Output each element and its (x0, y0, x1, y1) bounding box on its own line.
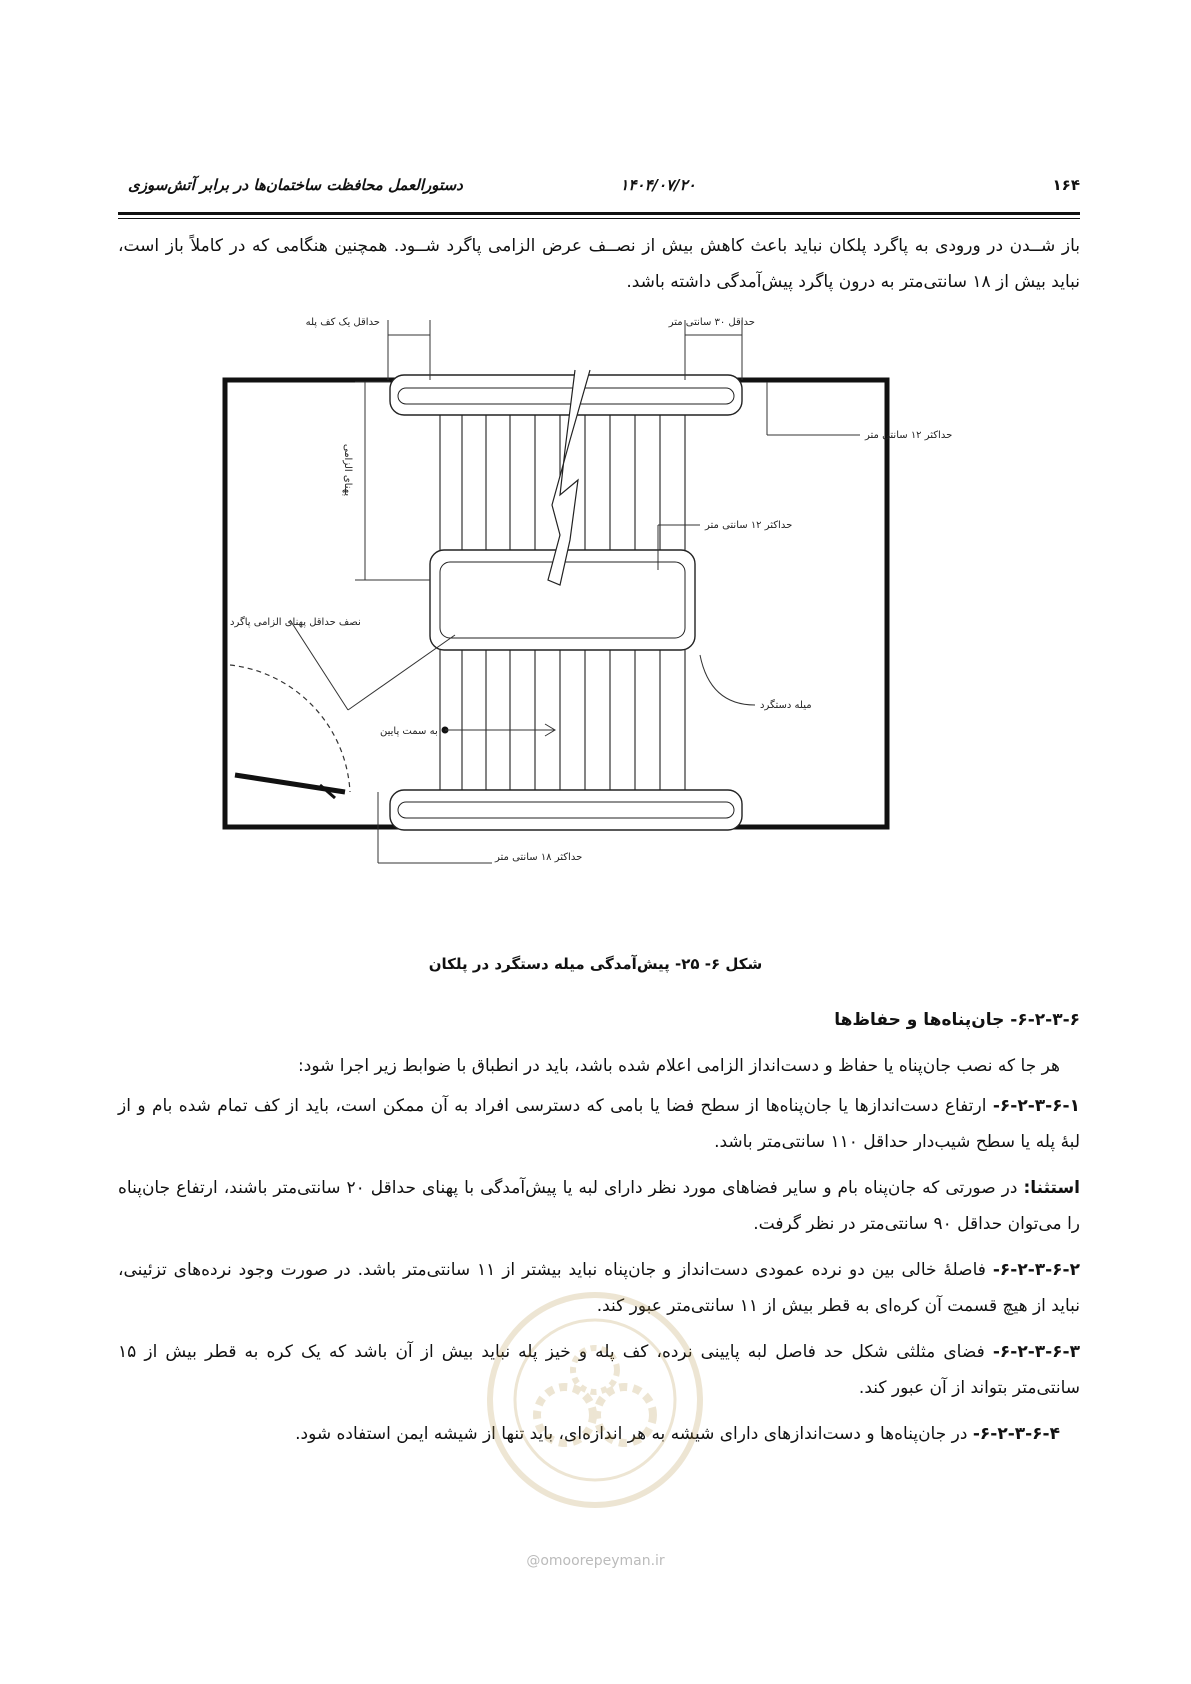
label-handrail: میله دستگرد (760, 700, 812, 711)
door-leaf (235, 775, 345, 792)
stair-handrail-figure (230, 317, 990, 940)
body-paragraph-1: هر جا که نصب جان‌پناه یا حفاظ و دست‌انداز الزامی اعلام شده باشد، باید در انطباق با ضوابط زیر اجرا شود: (298, 1056, 1060, 1076)
body-paragraph-6: ۶-۲-۳-۶-۴- در جان‌پناه‌ها و دست‌اندازهای دارای شیشه به هر اندازه‌ای، باید تنها از شیشه ایمن استفاده شود. (295, 1424, 1060, 1444)
label-min-one-tread: حداقل یک کف پله (305, 317, 380, 328)
figure-caption: شکل ۶- ۲۵- پیش‌آمدگی میله دستگرد در پلکان (428, 955, 763, 973)
handrail-bottom (390, 790, 742, 830)
page-header (118, 170, 1080, 200)
label-max-18cm: حداکثر ۱۸ سانتی متر (495, 852, 583, 863)
handrail-top (390, 375, 742, 415)
header-rule-thin (118, 218, 1080, 219)
watermark-seal (480, 1285, 710, 1515)
header-rule (118, 212, 1080, 215)
header-date: ۱۴۰۴/۰۷/۲۰ (620, 176, 696, 194)
body-paragraph-4: ۶-۲-۳-۶-۲- فاصلهٔ خالی بین دو نرده عمودی دست‌انداز و جان‌پناه نباید بیشتر از ۱۱ سانتی‌متر باشد. در صورت وجود نرده‌های تزئینی، نباید از هیچ قسمت آن کره‌ای به قطر بیش از ۱۱ سانتی‌متر عبور کند. (118, 1260, 1080, 1316)
section-heading: ۶-۲-۳-۶- جان‌پناه‌ها و حفاظ‌ها (834, 1010, 1080, 1030)
label-max-12cm-mid: حداکثر ۱۲ سانتی متر (705, 520, 793, 531)
header-title: دستورالعمل محافظت ساختمان‌ها در برابر آتش‌سوزی (128, 176, 463, 194)
body-paragraph-2: ۶-۲-۳-۶-۱- ارتفاع دست‌اندازها یا جان‌پناه‌ها از سطح فضا یا بامی که دسترسی افراد به آن ممکن است، باید از کف تمام شده بام و از لبهٔ پله یا سطح شیب‌دار حداقل ۱۱۰ سانتی‌متر باشد. (118, 1096, 1080, 1152)
top-dimensions (388, 320, 742, 380)
intro-paragraph: باز شــدن در ورودی به پاگرد پلکان نباید باعث کاهش بیش از نصــف عرض الزامی پاگرد شــود. همچنین هنگامی که در کاملاً باز است، نباید بیش از ۱۸ سانتی‌متر به درون پاگرد پیش‌آمدگی داشته باشد. (118, 236, 1080, 292)
door-swing-arc (230, 665, 350, 792)
label-half-landing-width: نصف حداقل پهنای الزامی پاگرد (230, 617, 361, 628)
label-min-30cm: حداقل ۳۰ سانتی متر (668, 317, 755, 328)
body-paragraph-3: استثنا: در صورتی که جان‌پناه بام و سایر فضاهای مورد نظر دارای لبه یا پیش‌آمدگی با پهنای حداقل ۲۰ سانتی‌متر باشند، ارتفاع جان‌پناه را می‌توان حداقل ۹۰ سانتی‌متر در نظر گرفت. (118, 1178, 1080, 1234)
body-paragraph-5: ۶-۲-۳-۶-۳- فضای مثلثی شکل حد فاصل لبه پایینی نرده، کف پله و خیز پله نباید بیش از آن باشد که یک کره به قطر بیش از ۱۵ سانتی‌متر بتواند از آن عبور کند. (118, 1342, 1080, 1398)
label-max-12cm-top: حداکثر ۱۲ سانتی متر (865, 430, 953, 441)
watermark-text: @omoorepeyman.ir (526, 1553, 665, 1569)
label-downward: به سمت پایین (380, 726, 438, 737)
label-required-width: پهنای الزامی (342, 443, 353, 497)
page-number: ۱۶۴ (1052, 176, 1080, 194)
